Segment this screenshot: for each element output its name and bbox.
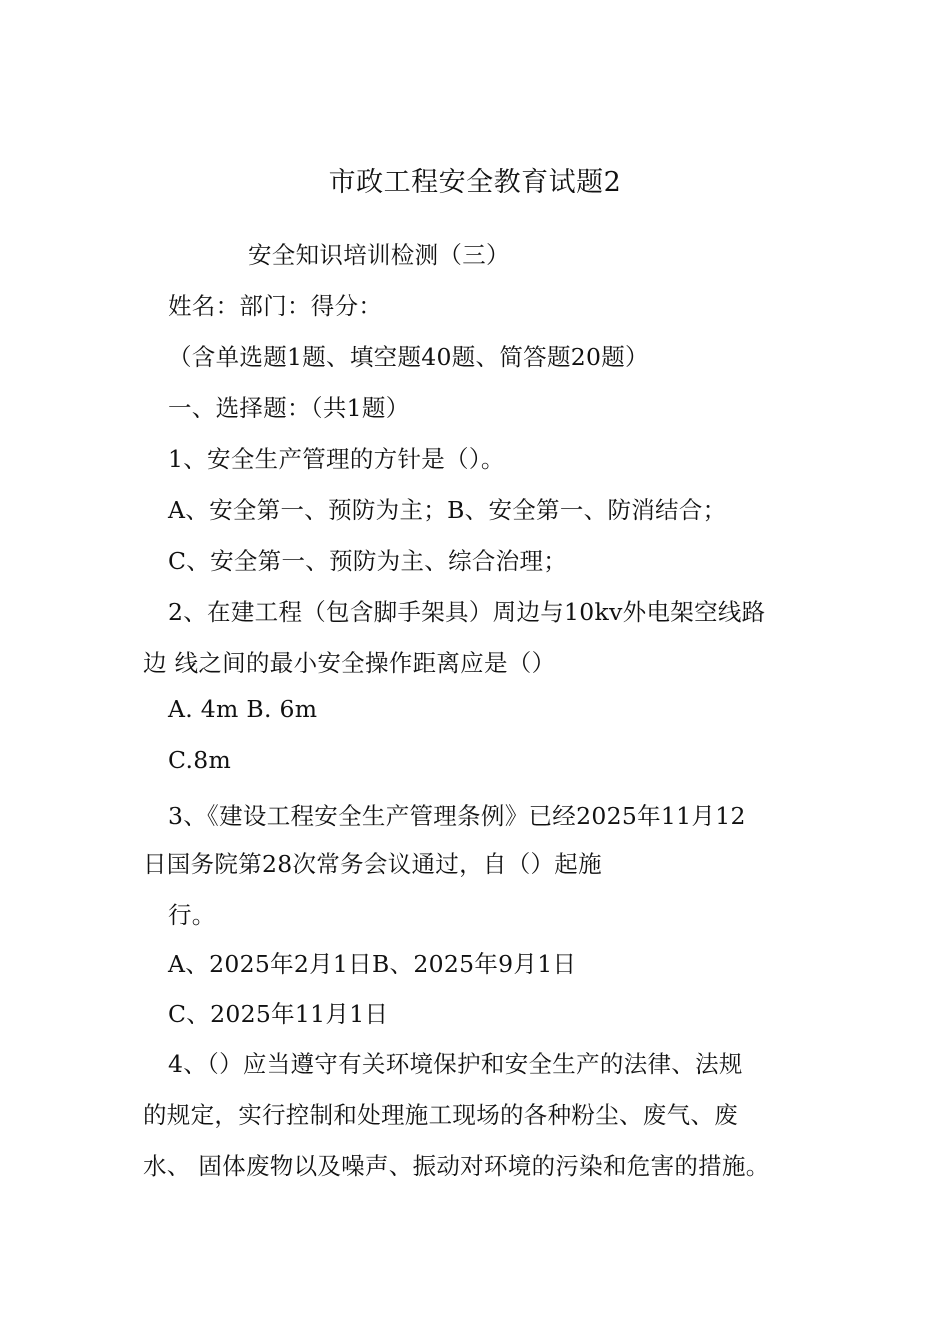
document-subtitle: 安全知识培训检测（三） [248, 241, 510, 269]
question-1-options-ab: A、安全第一、预防为主；B、安全第一、防消结合； [168, 496, 727, 524]
question-3-option-c: C、2025年11月1日 [168, 1000, 389, 1028]
question-3-line-2: 日国务院第28次常务会议通过，自（）起施 [143, 850, 602, 878]
question-3-line-1: 3、《建设工程安全生产管理条例》已经2025年11月12 [168, 802, 746, 830]
question-4-line-2: 的规定，实行控制和处理施工现场的各种粉尘、废气、废 [143, 1101, 738, 1129]
question-4-line-3: 水、 固体废物以及噪声、振动对环境的污染和危害的措施。 [143, 1152, 770, 1180]
question-3-line-3: 行。 [168, 901, 216, 929]
section-heading: 一、选择题：（共1题） [168, 394, 410, 422]
question-1-option-c: C、安全第一、预防为主、综合治理； [168, 547, 568, 575]
summary-line: （含单选题1题、填空题40题、简答题20题） [168, 343, 649, 371]
question-2-options-ab: A. 4m B. 6m [168, 695, 318, 723]
question-1: 1、安全生产管理的方针是（）。 [168, 445, 505, 473]
question-2-line-2: 边 线之间的最小安全操作距离应是（） [143, 649, 556, 677]
document-title: 市政工程安全教育试题2 [328, 167, 622, 198]
info-line: 姓名：部门：得分： [168, 292, 383, 320]
question-2-option-c: C.8m [168, 746, 232, 774]
question-3-options-ab: A、2025年2月1日B、2025年9月1日 [168, 950, 577, 978]
question-2-line-1: 2、在建工程（包含脚手架具）周边与10kv外电架空线路 [168, 598, 766, 626]
question-4-line-1: 4、（）应当遵守有关环境保护和安全生产的法律、法规 [168, 1050, 743, 1078]
